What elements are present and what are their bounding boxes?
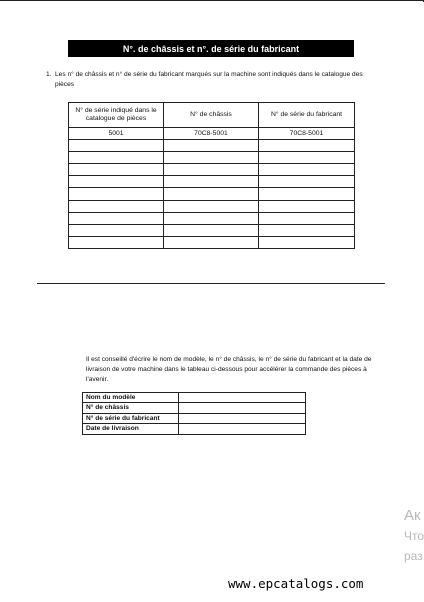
intro-text: Les n° de châssis et n° de série du fabricant marqués sur la machine sont indiqués dans le catalogue des pièces (55, 71, 363, 88)
watermark-line: Ак (404, 507, 421, 524)
table-cell (259, 140, 355, 152)
intro-number: 1. (46, 71, 52, 78)
table-cell (69, 224, 164, 236)
table-cell (69, 152, 164, 164)
header-manufacturer-serial: N° de série du fabricant (259, 103, 355, 128)
table-cell (69, 188, 164, 200)
section-divider (37, 283, 385, 284)
machine-info-table (82, 392, 306, 435)
table-cell (164, 176, 259, 188)
info-value (179, 413, 306, 423)
table-cell (164, 140, 259, 152)
table-cell (259, 224, 355, 236)
info-label: N° de châssis (83, 403, 179, 413)
activation-watermark (404, 505, 424, 566)
header-catalogue-serial: N° de série indiqué dans le catalogue de pièces (69, 103, 164, 128)
info-row-model (83, 393, 306, 403)
table-cell: 5001 (69, 128, 164, 140)
table-cell (259, 152, 355, 164)
parts-serial-table (68, 102, 355, 249)
table-row (69, 152, 355, 164)
table-cell (259, 236, 355, 248)
table-cell (164, 152, 259, 164)
table-cell (69, 176, 164, 188)
advice-paragraph: Il est conseillé d'écrire le nom de modèle, le n° de châssis, le n° de série du fabricant et la date de livraison de votre machine dans le tableau ci-dessous pour accélérer la commande des pièces à l'avenir. (86, 356, 372, 383)
table-cell (69, 200, 164, 212)
table-row (69, 176, 355, 188)
table-row (69, 212, 355, 224)
table-cell: 70C8-5001 (164, 128, 259, 140)
watermark-line: раз (404, 549, 423, 563)
section-title: N°. de châssis et n°. de série du fabricant (68, 40, 354, 57)
table-row (69, 188, 355, 200)
table-row (69, 140, 355, 152)
header-chassis-number: N° de châssis (164, 103, 259, 128)
table-cell (259, 212, 355, 224)
watermark-line: Что (404, 529, 424, 543)
info-label: N° de série du fabricant (83, 413, 179, 423)
footer-url: www.epcatalogs.com (228, 576, 364, 591)
table-cell: 70C8-5001 (259, 128, 355, 140)
table-cell (164, 188, 259, 200)
table-cell (164, 212, 259, 224)
table-cell (259, 188, 355, 200)
info-value (179, 393, 306, 403)
table-cell (259, 176, 355, 188)
table-row (69, 164, 355, 176)
table-row (69, 236, 355, 248)
info-row-manufacturer-serial (83, 413, 306, 423)
intro-paragraph (46, 70, 366, 89)
table-header-row (69, 103, 355, 128)
table-row (69, 224, 355, 236)
table-cell (259, 200, 355, 212)
page-top-border (0, 0, 424, 1)
table-cell (69, 164, 164, 176)
info-label: Date de livraison (83, 424, 179, 434)
table-cell (164, 200, 259, 212)
table-cell (69, 212, 164, 224)
table-cell (69, 236, 164, 248)
info-row-chassis (83, 403, 306, 413)
info-label: Nom du modèle (83, 393, 179, 403)
info-row-delivery-date (83, 424, 306, 434)
table-cell (259, 164, 355, 176)
info-value (179, 403, 306, 413)
info-value (179, 424, 306, 434)
table-cell (164, 236, 259, 248)
table-cell (164, 164, 259, 176)
table-row (69, 200, 355, 212)
table-row (69, 128, 355, 140)
table-cell (164, 224, 259, 236)
table-cell (69, 140, 164, 152)
